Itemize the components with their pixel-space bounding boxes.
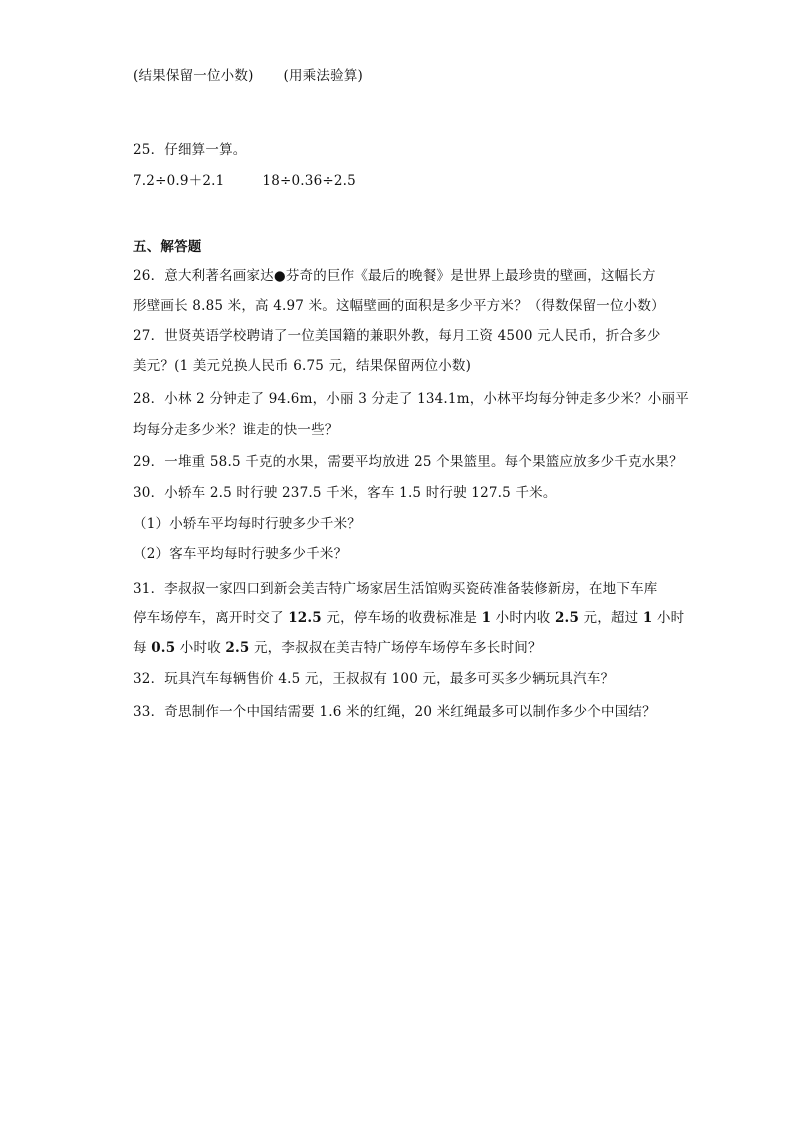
question-30-sub-2: （2）客车平均每时行驶多少千米？ xyxy=(133,546,348,562)
q31-number: 1 xyxy=(481,610,492,626)
q31-text: 停车场停车，离开时交了 xyxy=(133,610,289,626)
question-32-line-1: 32．玩具汽车每辆售价 4.5 元，王叔叔有 100 元，最多可买多少辆玩具汽车？ xyxy=(133,671,615,687)
rounding-notes-line xyxy=(133,67,363,85)
question-29-line-1: 29．一堆重 58.5 千克的水果，需要平均放进 25 个果篮里。每个果篮应放多少千克水果？ xyxy=(133,454,683,470)
q31-number: 1 xyxy=(642,610,653,626)
q31-text: 元，李叔叔在美吉特广场停车场停车多长时间？ xyxy=(249,640,542,656)
question-30-sub-1: （1）小轿车平均每时行驶多少千米？ xyxy=(133,516,361,532)
question-27-line-1: 27．世贤英语学校聘请了一位美国籍的兼职外教，每月工资 4500 元人民币，折合多少 xyxy=(133,328,661,344)
question-25-title: 25．仔细算一算。 xyxy=(133,142,247,158)
question-26-line-2: 形壁画长 8.85 米，高 4.97 米。这幅壁画的面积是多少平方米？（得数保留一位小数） xyxy=(133,298,665,314)
question-28-line-2: 均每分走多少米？谁走的快一些？ xyxy=(133,422,339,438)
note-verify-by-multiplication: (用乘法验算) xyxy=(283,68,363,84)
q31-text: 小时 xyxy=(652,610,685,626)
question-31-line-3 xyxy=(133,639,542,657)
expression-right: 18÷0.36÷2.5 xyxy=(262,173,356,189)
q31-number: 12.5 xyxy=(288,610,322,626)
question-26-line-1: 26．意大利著名画家达●芬奇的巨作《最后的晚餐》是世界上最珍贵的壁画，这幅长方 xyxy=(133,268,656,284)
q31-text: 小时收 xyxy=(175,640,226,656)
question-31-line-1: 31．李叔叔一家四口到新会美吉特广场家居生活馆购买瓷砖准备装修新房，在地下车库 xyxy=(133,581,658,597)
q31-number: 0.5 xyxy=(151,640,176,656)
note-keep-one-decimal: (结果保留一位小数) xyxy=(133,68,254,84)
question-31-line-2 xyxy=(133,609,684,627)
section-5-heading: 五、解答题 xyxy=(133,239,202,255)
q31-number: 2.5 xyxy=(554,610,580,626)
q31-text: 每 xyxy=(133,640,152,656)
question-25-expressions xyxy=(133,172,356,190)
question-33-line-1: 33．奇思制作一个中国结需要 1.6 米的红绳，20 米红绳最多可以制作多少个中国结？ xyxy=(133,704,656,720)
question-30-line-1: 30．小轿车 2.5 时行驶 237.5 千米，客车 1.5 时行驶 127.5 千米。 xyxy=(133,485,557,501)
q31-number: 2.5 xyxy=(225,640,250,656)
question-28-line-1: 28．小林 2 分钟走了 94.6m，小丽 3 分走了 134.1m，小林平均每分钟走多少米？小丽平 xyxy=(133,391,689,407)
q31-text: 元，停车场的收费标准是 xyxy=(321,610,482,626)
expression-left: 7.2÷0.9＋2.1 xyxy=(133,173,225,189)
question-27-line-2: 美元？(1 美元兑换人民币 6.75 元，结果保留两位小数) xyxy=(133,358,472,374)
q31-text: 小时内收 xyxy=(491,610,555,626)
q31-text: 元，超过 xyxy=(579,610,643,626)
